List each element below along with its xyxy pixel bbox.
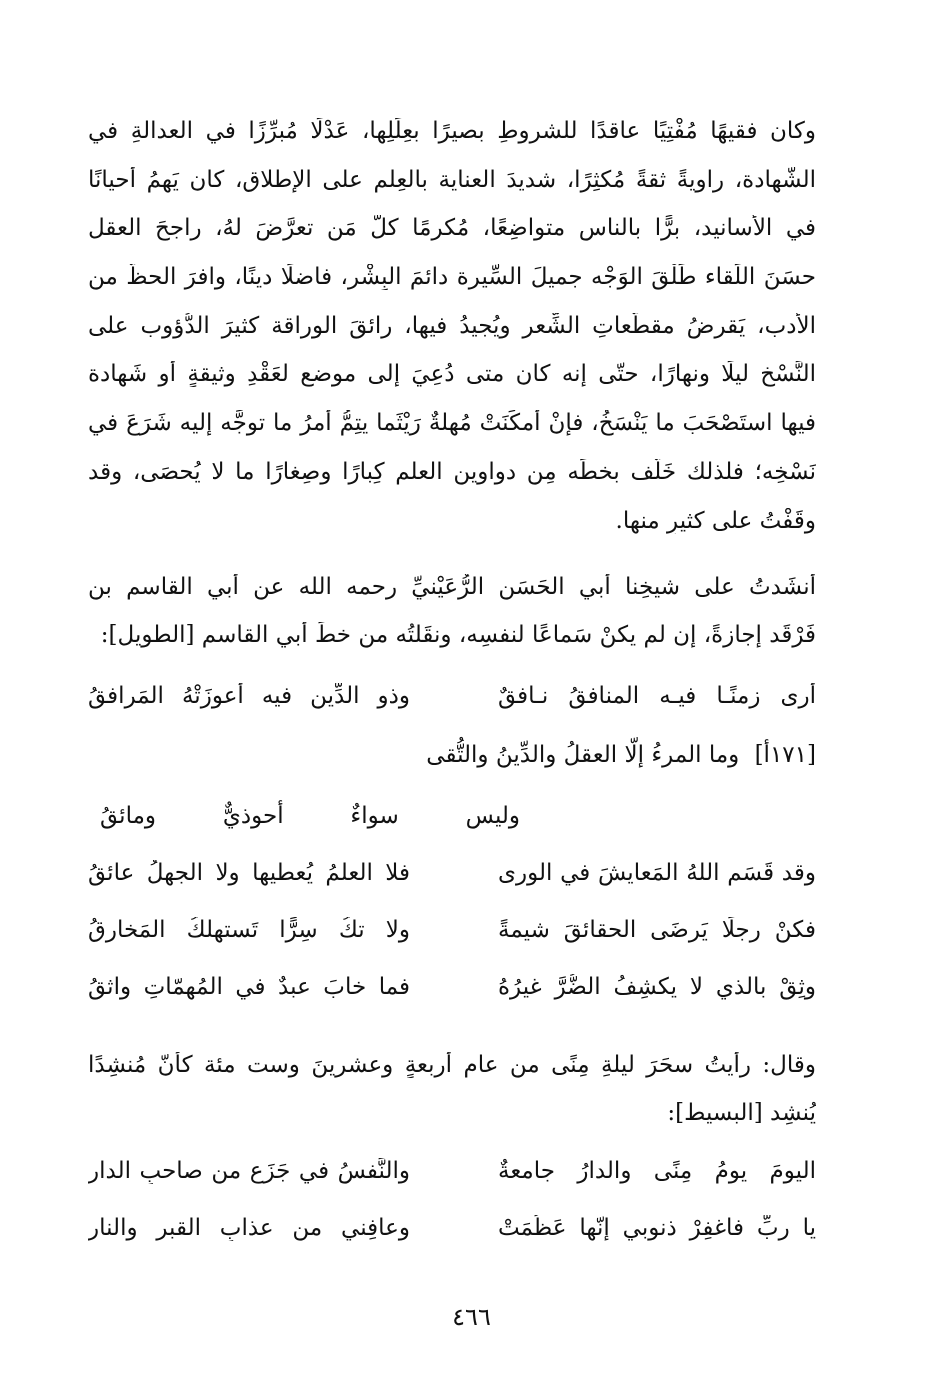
paragraph-line: أنشَدتُ على شيخِنا أبي الحَسَن الرُّعَيْنيِّ رحمه الله عن أبي القاسم بن	[88, 574, 816, 600]
verse-second-hemistich: فما خابَ عبدٌ في المُهمّاتِ واثقُ	[88, 974, 410, 1000]
verse-first-hemistich: أرى زمنًـا فيـه المنافقُ نـافقٌ	[498, 683, 816, 709]
poem-verse	[88, 917, 816, 957]
paragraph-line: فيها استَصْحَبَ ما يَنْسَخُ، فإنْ أمكَنَتْ مُهلةٌ رَيْثَما يتِمُّ أمرُ ما توجَّه إليه شَرَعَ في	[88, 410, 816, 436]
paragraph-line: وقال: رأيتُ سحَرَ ليلةِ مِنًى من عام أربعةٍ وعشرينَ وست مئة كأنّ مُنشِدًا	[88, 1052, 816, 1078]
verse-first-hemistich: اليومَ يومُ مِنًى والدارُ جامعةٌ	[498, 1158, 816, 1184]
paragraph-line: الشّهادة، راويةً ثقةً مُكثِرًا، شديدَ العناية بالعِلم على الإطلاق، كان يَهِمُ أحيانًا	[88, 167, 816, 193]
manuscript-folio-marker: [١٧١أ]	[754, 742, 816, 768]
paragraph-line: نَسْخِه؛ فلذلك خَلّف بخطِّه مِن دواوينِ العلم كِبارًا وصِغارًا ما لا يُحصَى، وقد	[88, 459, 816, 485]
verse-first-hemistich: يا ربِّ فاغفِرْ ذنوبي إنّها عَظُمَتْ	[498, 1215, 816, 1241]
verse-first-hemistich: وما المرءُ إلّا العقلُ والدِّينُ والتُّقى	[426, 742, 740, 768]
poem-verse	[88, 683, 816, 723]
paragraph-line: فَرْقَد إجازةً، إن لم يكنْ سَماعًا لنفسِه، ونقَلتُه من خطِّ أبي القاسم [الطويل]:	[100, 622, 816, 648]
verse-second-hemistich: وليس سواءٌ أحوذيٌّ ومائقُ	[100, 803, 520, 829]
paragraph-line: الأدب، يَقرضُ مقطَّعاتِ الشِّعر ويُجيدُ فيها، رائقَ الوِراقة كثيرَ الدُّؤوب على	[88, 313, 816, 339]
poem-verse	[100, 803, 520, 829]
poem-verse	[88, 1215, 816, 1255]
verse-second-hemistich: فلا العلمُ يُعطيها ولا الجهلُ عائقُ	[88, 860, 410, 886]
verse-second-hemistich: وعافِني من عذابِ القبرِ والنارِ	[88, 1215, 410, 1241]
paragraph-line: وكان فقيهًا مُفْتِيًا عاقدًا للشروطِ بصيرًا بعِلَلِها، عَدْلًا مُبرِّزًا في العدالةِ في	[88, 118, 816, 144]
verse-first-hemistich: وثِقْ بالذي لا يكشِفُ الضُّرَّ غيرُهُ	[498, 974, 816, 1000]
poem-verse	[88, 860, 816, 900]
page-number: ٤٦٦	[452, 1303, 491, 1331]
paragraph-line: يُنشِد [البسيط]:	[667, 1100, 816, 1126]
poem-verse	[88, 1158, 816, 1198]
verse-second-hemistich: والنَّفسُ في جَزَعٍ من صاحبِ الدارِ	[88, 1158, 410, 1184]
poem-verse	[88, 974, 816, 1014]
verse-second-hemistich: وذو الدِّين فيه أعوزَتْهُ المَرافقُ	[88, 683, 410, 709]
paragraph-line: حسَنَ اللِّقاء طَلْقَ الوَجْه جميلَ السِّيرة دائمَ البِشْر، فاضلًا دينًا، وافرَ الحظّ من	[88, 264, 816, 290]
verse-second-hemistich: ولا تكُ سِرًّا تَستهلكُ المَخارقُ	[88, 917, 410, 943]
paragraph-line: في الأسانيد، برًّا بالناس متواضِعًا، مُكرِمًا كلَّ مَن تعرَّضَ لهُ، راجحَ العقل	[88, 215, 816, 241]
verse-first-hemistich: وقد قَسَم اللهُ المَعايشَ في الورى	[498, 860, 816, 886]
poem-verse	[426, 742, 816, 768]
verse-first-hemistich: فكنْ رجلًا يَرضَى الحقائقَ شيمةً	[498, 917, 816, 943]
paragraph-line: وقَفْتُ على كثيرٍ منها.	[615, 508, 816, 534]
paragraph-line: النَّسْخ ليلًا ونهارًا، حتّى إنه كان متى دُعِيَ إلى موضعٍ لعَقْدِ وثيقةٍ أو شَهادة	[88, 361, 816, 387]
